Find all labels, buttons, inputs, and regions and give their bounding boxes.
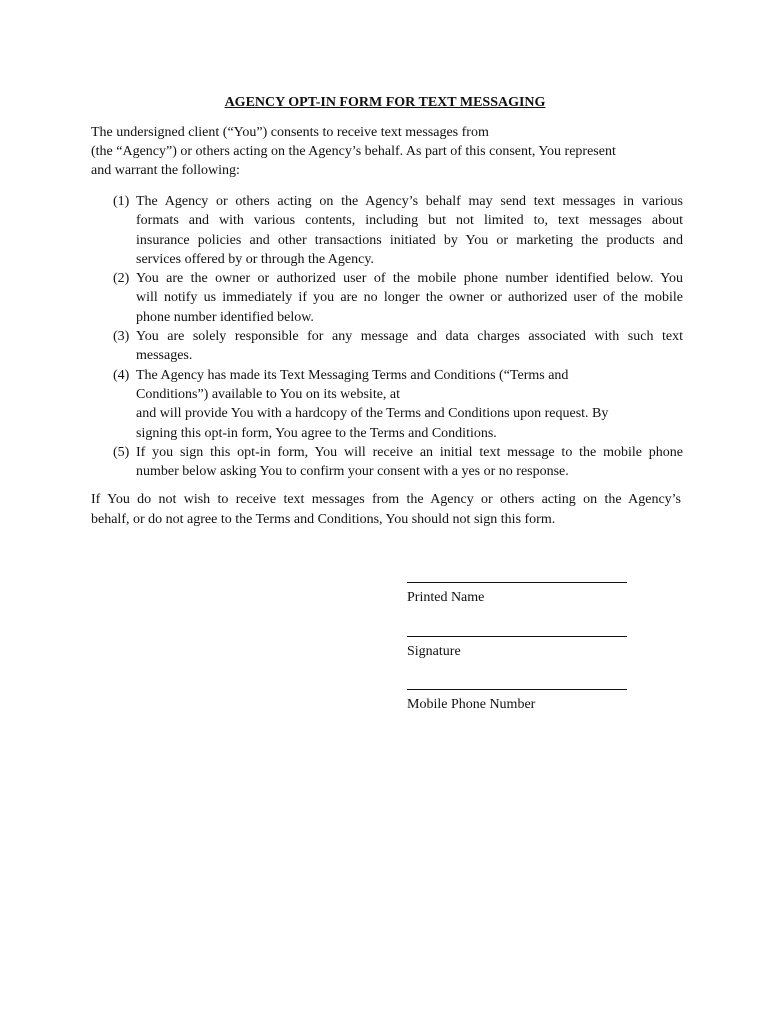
closing-paragraph <box>91 490 681 529</box>
item-line: formats and with various contents, including but not limited to, text messages about <box>136 213 683 229</box>
mobile-phone-line[interactable] <box>407 689 627 690</box>
form-title: AGENCY OPT-IN FORM FOR TEXT MESSAGING <box>224 95 546 110</box>
item-line: services offered by or through the Agency. <box>136 251 374 267</box>
item-text <box>136 192 683 269</box>
printed-name-field[interactable] <box>407 582 627 606</box>
item-line: number below asking You to confirm your consent with a yes or no response. <box>136 464 569 480</box>
item-line: phone number identified below. <box>136 309 314 325</box>
item-line: messages. <box>136 348 193 364</box>
printed-name-line[interactable] <box>407 582 627 583</box>
item-line: You are solely responsible for any message and data charges associated with such text <box>136 329 683 345</box>
item-text <box>136 443 683 482</box>
intro-paragraph <box>91 123 691 180</box>
item-line: and will provide You with a hardcopy of the Terms and Conditions upon request. By <box>136 406 609 422</box>
closing-line: If You do not wish to receive text messages from the Agency or others acting on the Agency’s <box>91 492 681 507</box>
signature-line[interactable] <box>407 636 627 637</box>
item-line: will notify us immediately if you are no longer the owner or authorized user of the mobile <box>136 290 683 306</box>
item-text <box>136 366 683 443</box>
intro-line: (the “Agency”) or others acting on the Agency’s behalf. As part of this consent, You represent <box>91 144 616 159</box>
signature-label: Signature <box>407 644 461 659</box>
item-number: (3) <box>113 329 130 345</box>
item-number: (4) <box>113 367 130 383</box>
intro-line: The undersigned client (“You”) consents to receive text messages from <box>91 125 489 140</box>
intro-line: and warrant the following: <box>91 163 240 178</box>
list-item <box>113 327 683 366</box>
item-line: The Agency has made its Text Messaging Terms and Conditions (“Terms and <box>136 367 569 383</box>
item-line: Conditions”) available to You on its website, at <box>136 386 401 402</box>
list-item <box>113 366 683 443</box>
item-line: signing this opt-in form, You agree to the Terms and Conditions. <box>136 425 497 441</box>
item-text <box>136 327 683 366</box>
item-line: If you sign this opt-in form, You will receive an initial text message to the mobile phone <box>136 444 683 460</box>
closing-line: behalf, or do not agree to the Terms and Conditions, You should not sign this form. <box>91 511 556 527</box>
printed-name-label: Printed Name <box>407 590 485 605</box>
list-item <box>113 192 683 269</box>
list-item <box>113 269 683 327</box>
mobile-phone-label: Mobile Phone Number <box>407 697 536 712</box>
item-number: (2) <box>113 271 130 287</box>
item-number: (5) <box>113 444 130 460</box>
mobile-phone-field[interactable] <box>407 689 627 713</box>
item-line: insurance policies and other transactions initiated by You or marketing the products and <box>136 232 683 248</box>
item-line: The Agency or others acting on the Agency’s behalf may send text messages in various <box>136 194 683 209</box>
item-text <box>136 269 683 327</box>
signature-field[interactable] <box>407 636 627 660</box>
list-item <box>113 443 683 482</box>
item-number: (1) <box>113 194 130 209</box>
item-line: You are the owner or authorized user of the mobile phone number identified below. You <box>136 271 683 287</box>
representations-list <box>113 192 683 481</box>
